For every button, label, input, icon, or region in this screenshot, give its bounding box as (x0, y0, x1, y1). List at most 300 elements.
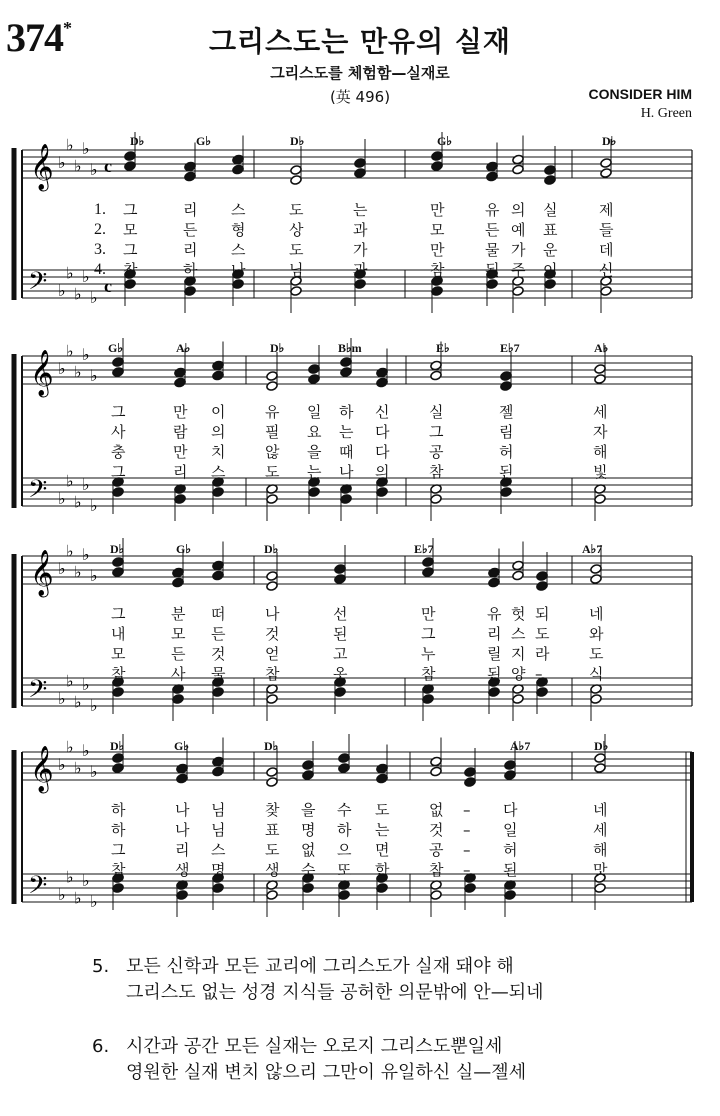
lyric-syllable: 도 (289, 241, 304, 259)
lyric-syllable: 제 (599, 201, 614, 219)
hymn-number: 374* (6, 15, 71, 60)
lyric-syllable: 표 (265, 821, 280, 839)
lyric-syllable: 고 (333, 645, 348, 663)
bass-note (544, 279, 556, 290)
lyric-syllable: 없 (429, 801, 444, 819)
flat-sign: ♭ (74, 156, 82, 176)
treble-note (590, 574, 602, 585)
bass-note (112, 487, 124, 498)
treble-note (500, 381, 512, 392)
lyric-syllable: 참 (265, 665, 280, 683)
treble-note (488, 577, 500, 588)
treble-clef: 𝄞 (30, 144, 54, 190)
treble-note (266, 371, 278, 382)
flat-sign: ♭ (66, 867, 74, 887)
lyric-syllable: 하 (111, 801, 126, 819)
treble-note (112, 357, 124, 368)
bass-note (174, 494, 186, 505)
flat-sign: ♭ (58, 755, 66, 774)
lyric-syllable: 된 (499, 463, 514, 481)
lyric-syllable: 도 (265, 463, 280, 481)
lyric-syllable: 일 (307, 403, 322, 421)
treble-note (340, 357, 352, 368)
treble-note (431, 151, 443, 162)
lyric-syllable: 스 (231, 201, 246, 219)
lyric-syllable: 유 (487, 605, 502, 623)
lyric-syllable: 자 (593, 423, 608, 441)
lyric-syllable: 다 (503, 801, 518, 819)
lyric-syllable: 것 (429, 821, 444, 839)
lyric-syllable: 다 (375, 443, 390, 461)
treble-note (512, 164, 524, 175)
treble-note (594, 763, 606, 774)
lyric-syllable: 나 (339, 463, 354, 481)
chord-symbol: B♭m (338, 341, 362, 355)
treble-note (500, 371, 512, 382)
chord-symbol: A♭7 (510, 739, 531, 753)
lyric-syllable: 네 (589, 605, 604, 623)
lyric-syllable: 것 (265, 625, 280, 643)
treble-note (536, 571, 548, 582)
lyric-syllable: 하 (183, 261, 198, 279)
chord-symbol: D♭ (110, 542, 125, 556)
bass-note (232, 279, 244, 290)
lyric-syllable: 하 (339, 403, 354, 421)
flat-sign: ♭ (90, 496, 98, 515)
flat-sign: ♭ (90, 160, 98, 179)
treble-note (176, 763, 188, 774)
lyric-syllable: 생 (265, 861, 280, 879)
bass-note (464, 883, 476, 894)
lyric-syllable: 된 (503, 861, 518, 879)
lyric-syllable: 운 (543, 241, 558, 259)
lyric-syllable: 수 (337, 801, 352, 819)
lyric-syllable: 물 (485, 241, 500, 259)
lyric-syllable: 상 (289, 221, 304, 239)
treble-note (266, 767, 278, 778)
flat-sign: ♭ (82, 345, 90, 364)
lyric-syllable: 양 (511, 665, 526, 683)
treble-note (354, 168, 366, 179)
lyric-syllable: 옷 (333, 665, 348, 683)
treble-note (376, 773, 388, 784)
bass-note (124, 279, 136, 290)
lyric-syllable: 그 (123, 241, 138, 259)
bass-note (290, 286, 302, 297)
lyric-syllable: 스 (511, 625, 526, 643)
lyric-syllable: 그 (111, 605, 126, 623)
lyric-syllable: 신 (599, 261, 614, 279)
chord-symbol: D♭ (270, 341, 285, 355)
flat-sign: ♭ (66, 135, 74, 155)
bass-clef: 𝄢 (28, 267, 48, 302)
bass-note (302, 883, 314, 894)
lyric-syllable: 세 (593, 821, 608, 839)
lyric-syllable: 리 (487, 625, 502, 643)
lyric-syllable: 그 (429, 423, 444, 441)
english-reference: (英 496) (329, 88, 391, 106)
bass-note (334, 687, 346, 698)
lyric-syllable: 식 (589, 665, 604, 683)
lyric-syllable: 표 (543, 221, 558, 239)
lyric-syllable: 의 (211, 423, 226, 441)
bass-note (354, 279, 366, 290)
chord-symbol: D♭ (594, 739, 609, 753)
chord-symbol: D♭ (602, 134, 617, 148)
lyric-syllable: 든 (171, 645, 186, 663)
lyric-syllable: 일 (503, 821, 518, 839)
bass-note (422, 694, 434, 705)
tune-name: CONSIDER HIM (588, 86, 692, 102)
lyric-syllable: 그 (111, 841, 126, 859)
treble-note (590, 564, 602, 575)
flat-sign: ♭ (82, 139, 90, 158)
lyric-syllable: 사 (171, 665, 186, 683)
lyric-syllable: 과 (353, 261, 368, 279)
lyric-syllable: 와 (589, 625, 604, 643)
lyric-syllable: 필 (265, 423, 280, 441)
lyric-syllable: 들 (599, 221, 614, 239)
lyric-syllable: 하 (111, 821, 126, 839)
lyric-syllable: 이 (211, 403, 226, 421)
treble-note (302, 760, 314, 771)
treble-note (232, 154, 244, 165)
lyric-syllable: 스 (231, 241, 246, 259)
treble-clef: 𝄞 (30, 350, 54, 396)
lyric-syllable: 도 (535, 625, 550, 643)
treble-note (112, 763, 124, 774)
verse-number: 5. (92, 956, 110, 977)
lyric-syllable: 리 (183, 241, 198, 259)
treble-clef: 𝄞 (30, 550, 54, 596)
chord-symbol: E♭7 (414, 542, 434, 556)
verse-6 (92, 1034, 526, 1086)
treble-note (112, 753, 124, 764)
treble-note (212, 360, 224, 371)
treble-note (124, 151, 136, 162)
lyric-syllable: 데 (599, 241, 614, 259)
chord-symbol: E♭ (436, 341, 450, 355)
bass-note (430, 890, 442, 901)
lyric-syllable: 물 (211, 665, 226, 683)
chord-symbol: A♭ (176, 341, 191, 355)
lyric-syllable: 든 (211, 625, 226, 643)
verse-line: 모든 신학과 모든 교리에 그리스도가 실재 돼야 해 (126, 956, 514, 977)
hymn-title: 그리스도는 만유의 실재 (209, 25, 511, 58)
lyric-syllable: 리 (173, 463, 188, 481)
verse-number: 6. (92, 1036, 110, 1057)
lyric-syllable: 만 (173, 403, 188, 421)
treble-note (340, 367, 352, 378)
lyric-syllable: 으 (337, 841, 352, 859)
bass-note (430, 494, 442, 505)
bass-note (308, 487, 320, 498)
lyric-syllable: 실 (543, 201, 558, 219)
lyric-syllable: 참 (111, 665, 126, 683)
treble-note (431, 161, 443, 172)
flat-sign: ♭ (74, 888, 82, 908)
lyric-syllable: 의 (511, 201, 526, 219)
treble-note (430, 360, 442, 371)
bass-note (266, 494, 278, 505)
treble-note (430, 766, 442, 777)
bass-note (266, 890, 278, 901)
treble-note (212, 370, 224, 381)
flat-sign: ♭ (58, 489, 66, 508)
lyric-syllable: 형 (231, 221, 246, 239)
lyric-syllable: 나 (175, 801, 190, 819)
bass-note (536, 687, 548, 698)
bass-note (486, 279, 498, 290)
flat-sign: ♭ (90, 366, 98, 385)
lyric-syllable: 는 (339, 423, 354, 441)
treble-note (308, 364, 320, 375)
chord-symbol: A♭ (594, 341, 609, 355)
treble-note (266, 381, 278, 392)
bass-note (512, 694, 524, 705)
flat-sign: ♭ (58, 359, 66, 378)
bass-note (594, 494, 606, 505)
treble-note (504, 770, 516, 781)
treble-note (212, 570, 224, 581)
lyric-syllable: 그 (123, 201, 138, 219)
flat-sign: ♭ (58, 281, 66, 300)
lyric-syllable: 는 (307, 463, 322, 481)
bass-note (600, 286, 612, 297)
treble-note (594, 374, 606, 385)
lyric-syllable: 모 (171, 625, 186, 643)
lyric-syllable: 참 (123, 261, 138, 279)
chord-symbol: D♭ (264, 739, 279, 753)
lyric-syllable: 을 (307, 443, 322, 461)
lyric-syllable: 요 (307, 423, 322, 441)
bass-note (172, 694, 184, 705)
treble-note (594, 753, 606, 764)
verse-line: 시간과 공간 모든 실재는 오로지 그리스도뿐일세 (126, 1036, 503, 1057)
treble-note (422, 557, 434, 568)
treble-note (266, 581, 278, 592)
lyric-syllable: 님 (211, 821, 226, 839)
hymn-subtitle: 그리스도를 체험함—실재로 (270, 64, 450, 82)
verse-number: 3. (94, 241, 106, 258)
treble-note (266, 571, 278, 582)
lyric-syllable: 해 (593, 841, 608, 859)
lyric-syllable: 든 (183, 221, 198, 239)
lyric-syllable: 그 (111, 463, 126, 481)
lyric-syllable: 만 (173, 443, 188, 461)
flat-sign: ♭ (66, 471, 74, 491)
lyric-syllable: 헛 (511, 605, 526, 623)
lyric-syllable: 공 (429, 443, 444, 461)
bass-note (266, 694, 278, 705)
bass-note (512, 286, 524, 297)
lyric-syllable: 명 (211, 861, 226, 879)
flat-sign: ♭ (74, 562, 82, 582)
lyric-syllable: 님 (211, 801, 226, 819)
lyric-syllable: 가 (353, 241, 368, 259)
lyric-syllable: 참 (111, 861, 126, 879)
treble-note (212, 766, 224, 777)
chord-symbol: G♭ (176, 542, 191, 556)
flat-sign: ♭ (66, 341, 74, 361)
lyric-syllable: 된 (487, 665, 502, 683)
treble-note (512, 570, 524, 581)
flat-sign: ♭ (58, 153, 66, 172)
lyric-syllable: 나 (175, 821, 190, 839)
lyric-syllable: 가 (511, 241, 526, 259)
treble-note (430, 756, 442, 767)
lyric-syllable: – (463, 861, 471, 879)
treble-note (124, 161, 136, 172)
lyric-syllable: 공 (429, 841, 444, 859)
flat-sign: ♭ (74, 692, 82, 712)
treble-note (232, 164, 244, 175)
treble-note (536, 581, 548, 592)
lyric-syllable: 되 (535, 605, 550, 623)
bass-note (376, 883, 388, 894)
treble-note (376, 763, 388, 774)
lyric-syllable: 누 (421, 645, 436, 663)
bass-note (340, 494, 352, 505)
bass-note (488, 687, 500, 698)
treble-note (430, 370, 442, 381)
lyric-syllable: 참 (429, 463, 444, 481)
treble-note (354, 158, 366, 169)
lyric-syllable: 만 (430, 241, 445, 259)
lyric-syllable: 지 (511, 645, 526, 663)
lyric-syllable: 참 (421, 665, 436, 683)
lyric-syllable: 림 (499, 423, 514, 441)
chord-symbol: D♭ (130, 134, 145, 148)
lyric-syllable: 스 (211, 463, 226, 481)
bass-note (376, 487, 388, 498)
treble-note (544, 175, 556, 186)
flat-sign: ♭ (66, 541, 74, 561)
treble-note (338, 763, 350, 774)
flat-sign: ♭ (74, 284, 82, 304)
lyric-syllable: 도 (375, 801, 390, 819)
lyric-syllable: 분 (171, 605, 186, 623)
bass-note (212, 883, 224, 894)
flat-sign: ♭ (90, 288, 98, 307)
flat-sign: ♭ (58, 689, 66, 708)
bass-note (112, 687, 124, 698)
lyric-syllable: 유 (485, 201, 500, 219)
lyric-syllable: 도 (589, 645, 604, 663)
lyric-syllable: 나 (231, 261, 246, 279)
lyric-syllable: 을 (301, 801, 316, 819)
flat-sign: ♭ (90, 892, 98, 911)
treble-note (486, 171, 498, 182)
lyric-syllable: 그 (421, 625, 436, 643)
chord-symbol: D♭ (110, 739, 125, 753)
lyric-syllable: 다 (375, 423, 390, 441)
flat-sign: ♭ (90, 696, 98, 715)
flat-sign: ♭ (82, 741, 90, 760)
lyric-syllable: 수 (301, 861, 316, 879)
verse-5 (92, 954, 543, 1006)
flat-sign: ♭ (66, 263, 74, 283)
treble-note (338, 753, 350, 764)
lyric-syllable: – (463, 821, 471, 839)
flat-sign: ♭ (58, 559, 66, 578)
lyric-syllable: 또 (337, 861, 352, 879)
lyric-syllable: – (535, 665, 543, 683)
treble-note (512, 560, 524, 571)
lyric-syllable: 면 (375, 841, 390, 859)
verse-line: 그리스도 없는 성경 지식들 공허한 의문밖에 안—되네 (126, 982, 544, 1003)
treble-note (172, 567, 184, 578)
lyric-syllable: 람 (173, 423, 188, 441)
lyric-syllable: 는 (375, 821, 390, 839)
lyric-syllable: 찾 (265, 801, 280, 819)
lyric-syllable: 치 (211, 443, 226, 461)
lyric-syllable: 만 (421, 605, 436, 623)
chord-symbol: G♭ (196, 134, 211, 148)
flat-sign: ♭ (74, 758, 82, 778)
flat-sign: ♭ (82, 871, 90, 890)
treble-note (504, 760, 516, 771)
lyric-syllable: 만 (430, 201, 445, 219)
lyric-syllable: 허 (503, 841, 518, 859)
lyric-syllable: 실 (429, 403, 444, 421)
lyric-syllable: 모 (111, 645, 126, 663)
treble-note (112, 367, 124, 378)
lyric-syllable: 참 (430, 261, 445, 279)
lyric-syllable: 도 (289, 201, 304, 219)
chord-symbol: E♭7 (500, 341, 520, 355)
treble-note (212, 560, 224, 571)
treble-note (600, 168, 612, 179)
lyric-syllable: 의 (375, 463, 390, 481)
chord-symbol: G♭ (174, 739, 189, 753)
chord-symbol: G♭ (437, 134, 452, 148)
lyric-syllable: 때 (339, 443, 354, 461)
bass-note (212, 687, 224, 698)
treble-note (334, 564, 346, 575)
bass-note (504, 890, 516, 901)
lyric-syllable: 젤 (499, 403, 514, 421)
lyric-syllable: 빛 (593, 463, 608, 481)
bass-note (590, 694, 602, 705)
chord-symbol: A♭7 (582, 542, 603, 556)
flat-sign: ♭ (90, 566, 98, 585)
bass-note (112, 883, 124, 894)
bass-note (176, 890, 188, 901)
treble-note (184, 171, 196, 182)
lyric-syllable: 명 (301, 821, 316, 839)
lyric-syllable: 그 (111, 403, 126, 421)
flat-sign: ♭ (74, 362, 82, 382)
treble-note (334, 574, 346, 585)
lyric-syllable: 않 (265, 443, 280, 461)
treble-note (266, 777, 278, 788)
verse-number: 1. (94, 201, 106, 218)
lyric-syllable: 리 (183, 201, 198, 219)
bass-note (431, 286, 443, 297)
lyric-syllable: 든 (485, 221, 500, 239)
flat-sign: ♭ (66, 737, 74, 757)
bass-clef: 𝄢 (28, 871, 48, 906)
flat-sign: ♭ (82, 267, 90, 286)
lyric-syllable: 모 (430, 221, 445, 239)
time-signature: c (104, 156, 112, 176)
lyric-syllable: 릴 (487, 645, 502, 663)
treble-note (290, 175, 302, 186)
treble-note (464, 767, 476, 778)
bass-note (184, 286, 196, 297)
treble-note (112, 557, 124, 568)
